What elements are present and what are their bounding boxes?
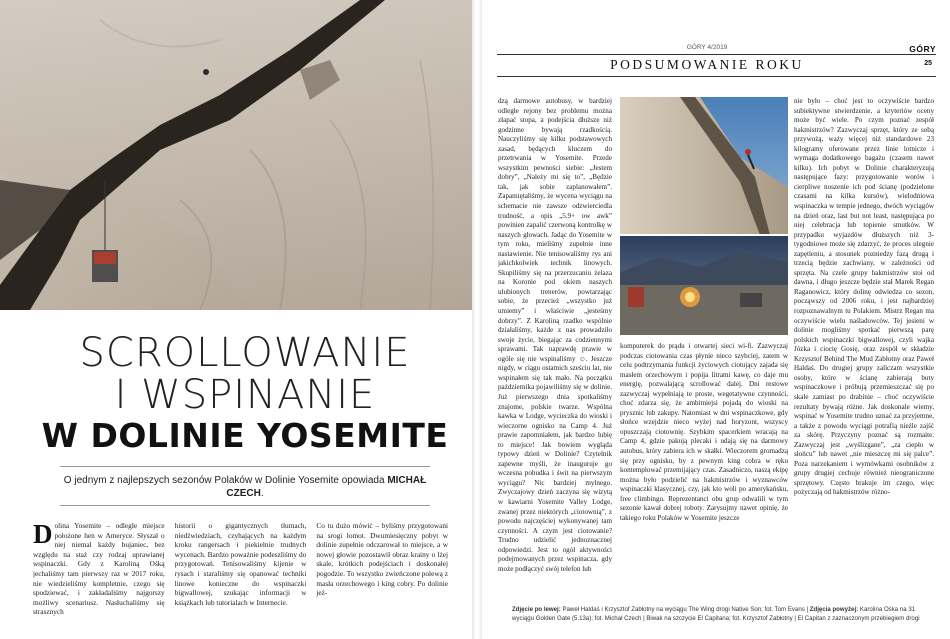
credits-label-left: Zdjęcie po lewej:: [512, 606, 561, 613]
right-page: [482, 0, 950, 639]
section-bottom-rule: [497, 76, 936, 77]
lead-paragraph: O jednym z najlepszych sezonów Polaków w Dolinie Yosemite opowiada MICHAŁ CZECH.: [63, 475, 427, 499]
page-number: 25: [924, 60, 932, 67]
section-title: PODSUMOWANIE ROKU: [610, 57, 804, 72]
article-headline: [40, 332, 450, 456]
credits-label-above: Zdjęcia powyżej:: [809, 606, 859, 613]
page-gutter: [472, 0, 482, 639]
lead-bottom-rule: [60, 505, 430, 506]
right-column-1: dzą darmowe autobusy, w bardziej odległe rejony bez problemu można złapać stopa, a podejścia dłuższe niż godzinne bywają rzadkością. Nauczyliśmy się kilku podstawowych zasad, będących kluczem do przetrwania w Yosemite. Przede wszystkim pewności siebie: „Jestem dobry”, „Należy mi się to”, „Będzie tak, jak sobie zaplanowałem”. Zapamiętaliśmy, że wycena wyciągu na schemacie nie zawsze odzwierciedla trudność, a opis „5.9+ ow awk” powinien zapalić czerwoną kontrolkę w naszych głowach. Jadąc do Yosemite w tym roku, mieliśmy zupełnie inne nastawienie. Nie tenisowaliśmy rys ani jakichkolwiek technik linowych. Skupiliśmy się na przerzucaniu żelaza na Koronie pod okiem naszych ulubionych trenerów, powtarzając sobie, że przecież „wszystko już umiemy” i właściwie „jesteśmy dobrzy”. Z Karoliną rzadko wspólnie działaliśmy, każde z nas prowadziło swoje życie, biegając za codziennymi sprawami. Tak naprawdę prawie w ogóle się nie wspinaliśmy ☺. Jeszcze nigdy, w ciągu ostatnich sześciu lat, nie wspinałem się tak mało. Na początku października pojawiliśmy się w dolinie. Już pierwszego dnia spotkaliśmy znajome, polskie twarze. Wspólna kawka w Lodge, wycieczka do wioski i wieczorne ognisko na Camp 4. Już prawie zapomniałem, jak bardzo lubię to miejsce! Jak bowiem wygląda typowy dzień w Dolinie? Czytelnik zapewne myśli, że inauguruje go wczesna pobudka i świt na pierwszym wyciągu? Nic bardziej mylnego. Zwyczajowy dzień zaczyna się wizytą w kawiarni Yosemite Valley Lodge, zwanej przez niektórych „ciotownią”, z powodu najczęściej wykonywanej tam czynności. A czym jest ciotowanie? Trudno udzielić jednoznacznej odpowiedzi. Jest to ogół aktywności podejmowanych przez wspinacza, gdy może podłączyć swój telefon lub: [498, 97, 612, 573]
headline-line-3: W DOLINIE YOSEMITE: [41, 416, 449, 455]
right-column-2: komputerek do prądu i otwartej sieci wi-fi. Zazwyczaj podczas ciotowania czas płynie nieco szybciej, zatem w celu podtrzymania funkcji życiowych ciotujący zajada się masłem orzechowym i popija litrami kawę, co daje mu energię, pozwalającą scrollować dalej. Dni restowe zazwyczaj wypełniają te proste, wegetatywne czynności, choć zdarza się, że ambitniejsi pojadą do wioski na prysznic lub zakupy. Natomiast w dni wspinaczkowe, gdy słońce wzejdzie nieco wyżej nad horyzont, wszyscy opuszczają ciotownię. Szybkim spacerkiem wracają na Camp 4, gdzie pakują plecaki i udają się na darmowy autobus, który zabiera ich w skałki. Wieczorem gromadzą się przy ognisku, by z pewnym king cobra w ręku kontemplować przemijający czas. Zasadniczo, naszą ekipę można było podzielić na hakmistrzów i wyznawców wspinaczki klasycznej, czy, jak kto woli po amerykańsku, free climbingu. Reprezentanci obu grup odwalili w tym sezonie kawał dobrej roboty. Zarysujmy nawet opinię, że takiego roku Polaków w Yosemite jeszcze: [620, 342, 788, 522]
left-body-columns: [33, 521, 448, 621]
inset-photos: [620, 97, 788, 335]
left-column-3: Co tu dużo mówić – byliśmy przygotowani na srogi łomot. Dwumiesięczny pobyt w dolinie zupełnie odczarował to miejsce, a w nowej głowie pozostawił obraz krainy o lżej skale, krótkich podejściach i doskonałej pogodzie. To wszystko zwieńczone polewą z masła orzechowego i king cobry. Po dolinie jeż-: [316, 521, 449, 598]
lead-text: O jednym z najlepszych sezonów Polaków w Dolinie Yosemite opowiada: [63, 475, 385, 486]
credits-text-above: Karolina Ośka na 31 wyciągu Golden Gate (5.13a); fot. Michał Czech | Biwak na szczycie El Capitana; fot. Krzysztof Zabłotny | El Capitan z zaznaczonym przebiegiem drogi: [512, 606, 920, 622]
credits-text-left: Paweł Haldaś i Krzysztof Zabłotny na wyciągu The Wing drogi Native Son; fot. Tom Evans: [562, 606, 805, 613]
left-column-1-text: olina Yosemite – odległe miejsce położone hen w Ameryce. Słyszał o niej niemal każdy bujaniec, bez względu na staż czy rodzaj uprawianej wspinaczki. Gdy z Karoliną Ośką jechaliśmy tam pierwszy raz w 2017 roku, nie wiedzieliśmy kompletnie, czego się spodziewać, i zakładaliśmy najgorszy możliwy scenariusz. Nasłuchaliśmy się strasznych: [33, 521, 165, 617]
lead-top-rule: [60, 466, 430, 467]
section-top-rule: [497, 54, 936, 55]
photo-credits: Zdjęcie po lewej: Paweł Haldaś i Krzysztof Zabłotny na wyciągu The Wing drogi Native Son; fot. Tom Evans | Zdjęcia powyżej: Karolina Ośka na 31 wyciągu Golden Gate (5.13a); fot. Michał Czech | Biwak na szczycie El Capitana; fot. Krzysztof Zabłotny | El Capitan z zaznaczonym przebiegiem drogi: [512, 606, 920, 622]
issue-label: GÓRY 4/2019: [686, 44, 728, 51]
headline-line-1: SCROLLOWANIE: [79, 330, 411, 376]
dropcap: D: [33, 521, 53, 549]
left-column-2: historii o gigantycznych tłumach, niedźwiedziach, czyhających na każdym kroku rangersach i piekielnie trudnych wycenach. Bardzo poważnie podeszliśmy do przygotowań. Tenisowaliśmy kijenie w rysach i staraliśmy się opanować techniki linowe konieczne do wspinaczki bigwallowej, szukając informacji w książkach lub tutorialach w Internecie.: [174, 521, 307, 607]
right-column-3: nie było – choć jest to oczywiście bardzo subiektywne stwierdzenie, a kryteriów oceny może być wiele. Po czym poznać zespół hakmistrzów? Zazwyczaj sprzęt, który ze sobą przywożą, waży więcej niż standardowe 23 kilogramy oferowane przez linie lotnicze i wymaga dodatkowego bagażu (czasem nawet kilku). Ich pobyt w Dolinie charakteryzują następujące fazy: przygotowanie worów i cierpliwe noszenie ich pod ścianę (podzielone czasami na kilka kursów), wielodniowa wspinaczka w tempie jednego, dwóch wyciągów na dzień oraz, last but not least, następująca po niej celebracja lub topienie smutków. W przypadku wyjazdów dłuższych niż 3-tygodniowe może się zdarzyć, że proces ulegnie zapętleniu, a stosunek pozniedzy fazą drugą i trzecią będzie zachwiany, w zależności od sprzęta. Na czele grupy hakmistrzów stoi od dawna, i długo jeszcze będzie stał Marek Regan Raganowicz, który dolinę odwiedza co sezon, począwszy od 2006 roku, i jest najbardziej rozpoznawalnym tu Polakiem. Mistrz Regan ma oczywiście wielu naśladowców. Tej jesieni w dolinie mogliśmy spotkać pierwszą parę polskich wspinaczki bigwallowej, czyli wajka Józka i ciocię Gosię, oraz zespół w składzie Krzysztof Behind The Mud Zabłotny oraz Paweł Haldaś. Do drugiej grupy zaliczam wszystkie osoby, które w ścianę zabierają buty wspinaczkowe i próbują przemieszczać się po skale zamiast po drabinie – choć oczywiście rezultaty bywają różne. Jak doskonale wiemy, wspinać w Yosemite trudno uznać za przyjemne, a także z powodu wyciągi potrafią nieźle zajść za skórę. Przyczyny poznać są rozmaite. Zazwyczaj jest „wyślizgane”, „za ciepło w słońcu” lub nawet „nie mieszczę mi się palce”. Poza narzekaniem i wymówkami osobników z grupy drugiej cechuje również nieograniczone sprzętowy. Często brakuje im czego, więc pożyczają od hakmistrzów różno-: [794, 97, 934, 497]
left-column-1: [33, 521, 165, 621]
lead-author: MICHAŁ CZECH: [226, 475, 427, 499]
magazine-name: GÓRY: [909, 44, 936, 54]
hero-photo-granite-wall: [0, 0, 475, 310]
headline-line-2: I WSPINANIE: [114, 372, 376, 418]
